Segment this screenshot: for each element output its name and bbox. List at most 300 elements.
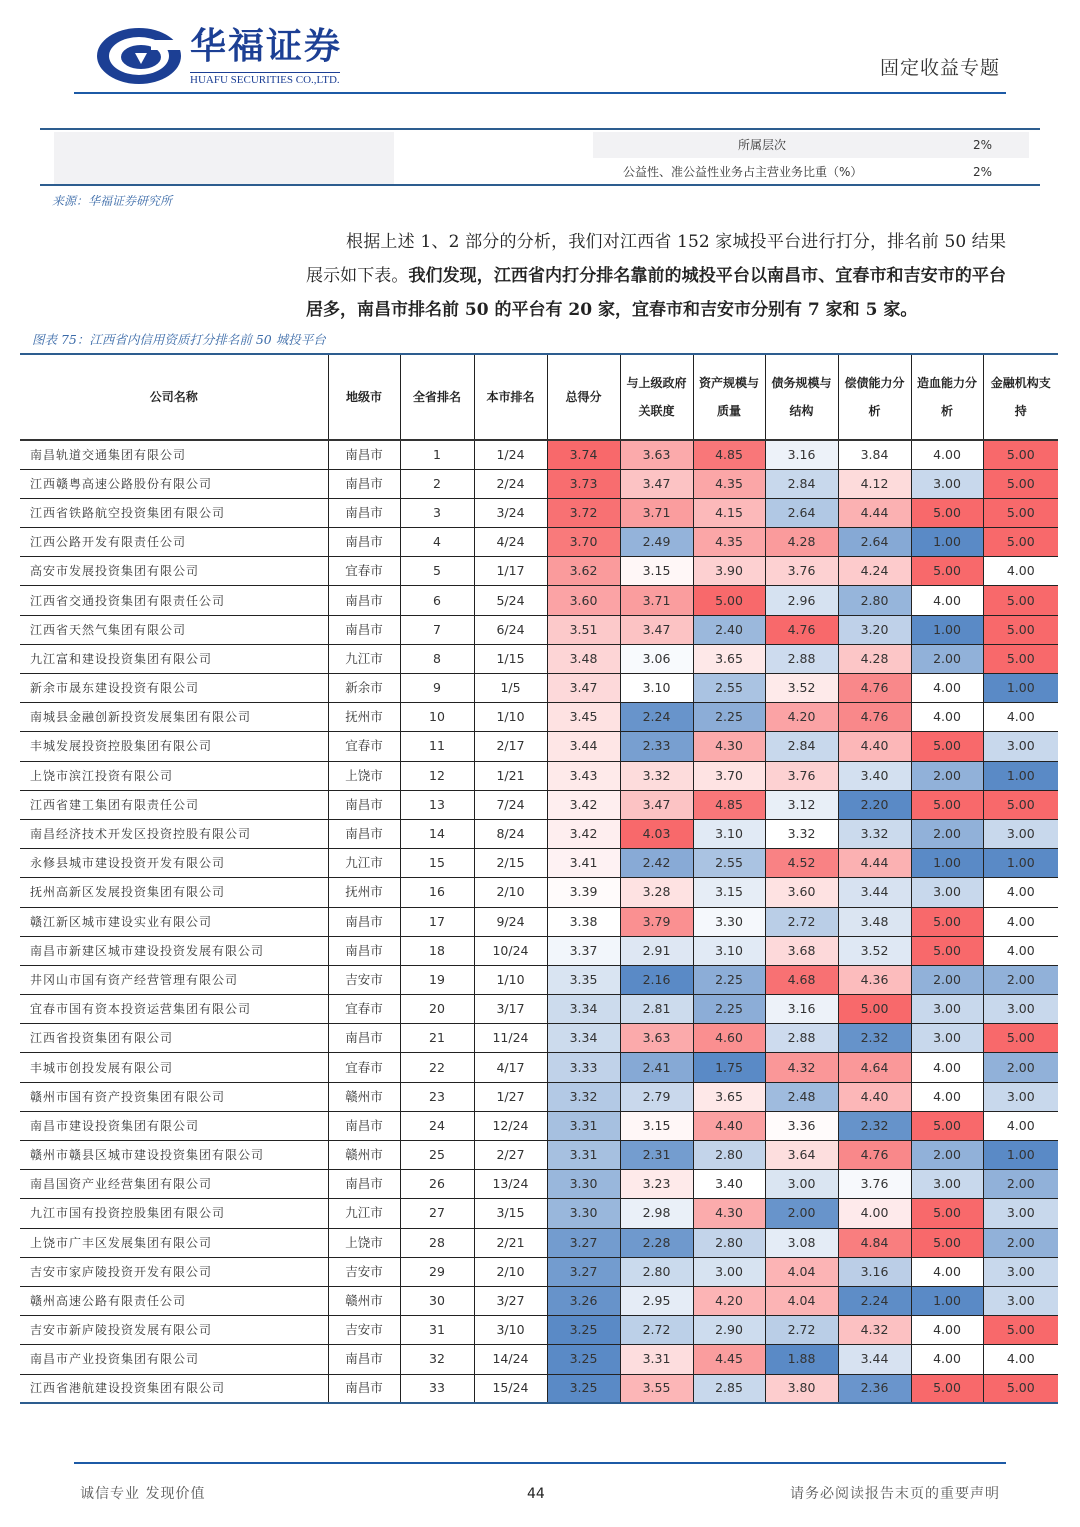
score-cell: 3.31 — [620, 1345, 693, 1374]
score-cell: 3.38 — [547, 907, 620, 936]
score-cell: 3.00 — [983, 1199, 1058, 1228]
score-cell: 4.20 — [765, 703, 838, 732]
table-row — [20, 1111, 1058, 1140]
footer-slogan: 诚信专业 发现价值 — [80, 1486, 206, 1502]
table-row — [20, 644, 1058, 673]
rank-cell: 10 — [400, 703, 474, 732]
score-cell: 2.64 — [838, 528, 911, 557]
rank-cell: 5/24 — [474, 586, 547, 615]
column-header: 总得分 — [547, 354, 620, 440]
rank-cell: 4 — [400, 528, 474, 557]
score-cell: 2.25 — [693, 995, 765, 1024]
score-cell: 3.25 — [547, 1316, 620, 1345]
score-cell: 3.31 — [547, 1111, 620, 1140]
score-cell: 4.00 — [983, 1111, 1058, 1140]
company-name-cell: 吉安市新庐陵投资发展有限公司 — [20, 1316, 328, 1345]
city-cell: 南昌市 — [328, 1374, 400, 1403]
score-cell: 3.00 — [983, 1286, 1058, 1315]
score-cell: 5.00 — [983, 1316, 1058, 1345]
table-row — [20, 849, 1058, 878]
rank-cell: 23 — [400, 1082, 474, 1111]
prev-row — [593, 132, 1029, 158]
rank-cell: 14/24 — [474, 1345, 547, 1374]
rank-cell: 9/24 — [474, 907, 547, 936]
score-cell: 2.00 — [983, 1228, 1058, 1257]
city-cell: 赣州市 — [328, 1141, 400, 1170]
rank-cell: 3 — [400, 498, 474, 527]
page-number: 44 — [527, 1486, 545, 1502]
score-cell: 4.32 — [765, 1053, 838, 1082]
rank-cell: 1/17 — [474, 557, 547, 586]
score-cell: 3.80 — [765, 1374, 838, 1403]
score-cell: 4.40 — [838, 732, 911, 761]
column-header: 与上级政府关联度 — [620, 354, 693, 440]
score-cell: 2.25 — [693, 965, 765, 994]
score-cell: 4.00 — [911, 1082, 983, 1111]
score-cell: 4.00 — [983, 907, 1058, 936]
city-cell: 南昌市 — [328, 528, 400, 557]
logo-text: 华福证券 — [190, 25, 343, 67]
score-cell: 2.48 — [765, 1082, 838, 1111]
rank-cell: 13/24 — [474, 1170, 547, 1199]
score-cell: 3.10 — [693, 819, 765, 848]
rank-cell: 30 — [400, 1286, 474, 1315]
score-cell: 4.76 — [838, 703, 911, 732]
score-cell: 2.80 — [693, 1228, 765, 1257]
rank-cell: 18 — [400, 936, 474, 965]
rank-cell: 1/15 — [474, 644, 547, 673]
score-cell: 3.30 — [547, 1170, 620, 1199]
city-cell: 九江市 — [328, 849, 400, 878]
table-row — [20, 1374, 1058, 1403]
score-cell: 2.20 — [838, 790, 911, 819]
rank-cell: 1/21 — [474, 761, 547, 790]
rank-cell: 15 — [400, 849, 474, 878]
city-cell: 南昌市 — [328, 615, 400, 644]
score-cell: 3.08 — [765, 1228, 838, 1257]
score-cell: 3.32 — [838, 819, 911, 848]
score-cell: 5.00 — [983, 498, 1058, 527]
logo-subtext: HUAFU SECURITIES CO.,LTD. — [190, 74, 340, 86]
score-cell: 3.10 — [693, 936, 765, 965]
score-cell: 3.44 — [838, 878, 911, 907]
rank-cell: 1/27 — [474, 1082, 547, 1111]
score-cell: 2.00 — [911, 1141, 983, 1170]
company-name-cell: 南昌国资产业经营集团有限公司 — [20, 1170, 328, 1199]
prev-label: 公益性、准公益性业务占主营业务比重（%） — [623, 165, 863, 179]
score-cell: 4.40 — [693, 1111, 765, 1140]
score-cell: 2.00 — [911, 819, 983, 848]
score-cell: 3.48 — [838, 907, 911, 936]
table-row — [20, 965, 1058, 994]
score-cell: 4.04 — [765, 1257, 838, 1286]
score-cell: 4.44 — [838, 498, 911, 527]
score-cell: 3.16 — [838, 1257, 911, 1286]
company-name-cell: 江西省建工集团有限责任公司 — [20, 790, 328, 819]
content-flow — [0, 225, 1080, 1404]
rank-cell: 3/17 — [474, 995, 547, 1024]
score-cell: 4.28 — [838, 644, 911, 673]
company-name-cell: 宜春市国有资本投资运营集团有限公司 — [20, 995, 328, 1024]
score-cell: 2.36 — [838, 1374, 911, 1403]
score-cell: 4.00 — [911, 440, 983, 469]
body-paragraph — [306, 225, 1006, 327]
company-name-cell: 江西赣粤高速公路股份有限公司 — [20, 469, 328, 498]
score-cell: 3.72 — [547, 498, 620, 527]
rank-cell: 3/15 — [474, 1199, 547, 1228]
score-cell: 3.15 — [620, 557, 693, 586]
rank-cell: 1 — [400, 440, 474, 469]
rank-cell: 11/24 — [474, 1024, 547, 1053]
score-cell: 2.72 — [765, 1316, 838, 1345]
rank-cell: 11 — [400, 732, 474, 761]
city-cell: 宜春市 — [328, 995, 400, 1024]
company-name-cell: 新余市晟东建设投资有限公司 — [20, 674, 328, 703]
score-cell: 5.00 — [911, 1111, 983, 1140]
score-cell: 3.26 — [547, 1286, 620, 1315]
rank-cell: 7 — [400, 615, 474, 644]
score-cell: 2.55 — [693, 674, 765, 703]
score-cell: 3.40 — [838, 761, 911, 790]
rank-cell: 2 — [400, 469, 474, 498]
score-cell: 3.43 — [547, 761, 620, 790]
score-cell: 2.88 — [765, 644, 838, 673]
score-cell: 2.85 — [693, 1374, 765, 1403]
rank-cell: 12/24 — [474, 1111, 547, 1140]
paragraph-bold-text: 我们发现，江西省内打分排名靠前的城投平台以南昌市、宜春市和吉安市的平台居多，南昌市排名前 50 的平台有 20 家，宜春市和吉安市分别有 7 家和 5 家。 — [306, 266, 1007, 320]
prev-value: 2% — [973, 138, 993, 152]
score-cell: 4.04 — [765, 1286, 838, 1315]
column-header: 债务规模与结构 — [765, 354, 838, 440]
score-cell: 2.72 — [765, 907, 838, 936]
score-cell: 3.52 — [838, 936, 911, 965]
rank-cell: 15/24 — [474, 1374, 547, 1403]
table-row — [20, 1345, 1058, 1374]
score-cell: 4.15 — [693, 498, 765, 527]
company-name-cell: 丰城发展投资控股集团有限公司 — [20, 732, 328, 761]
score-cell: 4.35 — [693, 528, 765, 557]
score-cell: 2.33 — [620, 732, 693, 761]
city-cell: 南昌市 — [328, 498, 400, 527]
score-cell: 5.00 — [983, 644, 1058, 673]
score-cell: 2.00 — [983, 1053, 1058, 1082]
company-name-cell: 江西省天然气集团有限公司 — [20, 615, 328, 644]
rank-cell: 26 — [400, 1170, 474, 1199]
table-row — [20, 674, 1058, 703]
rank-cell: 19 — [400, 965, 474, 994]
company-name-cell: 南城县金融创新投资发展集团有限公司 — [20, 703, 328, 732]
company-name-cell: 抚州高新区发展投资集团有限公司 — [20, 878, 328, 907]
company-name-cell: 赣江新区城市建设实业有限公司 — [20, 907, 328, 936]
table-caption: 图表 75：江西省内信用资质打分排名前 50 城投平台 — [32, 332, 326, 347]
score-cell: 1.00 — [983, 674, 1058, 703]
score-cell: 1.00 — [911, 615, 983, 644]
score-cell: 3.65 — [693, 644, 765, 673]
score-cell: 4.24 — [838, 557, 911, 586]
score-cell: 2.80 — [693, 1141, 765, 1170]
company-name-cell: 江西公路开发有限责任公司 — [20, 528, 328, 557]
rank-cell: 25 — [400, 1141, 474, 1170]
column-header: 公司名称 — [20, 354, 328, 440]
score-cell: 3.30 — [693, 907, 765, 936]
score-cell: 3.15 — [620, 1111, 693, 1140]
score-cell: 3.27 — [547, 1257, 620, 1286]
city-cell: 南昌市 — [328, 819, 400, 848]
score-cell: 4.28 — [765, 528, 838, 557]
score-cell: 3.76 — [765, 557, 838, 586]
score-cell: 3.64 — [765, 1141, 838, 1170]
score-cell: 2.91 — [620, 936, 693, 965]
score-cell: 2.84 — [765, 732, 838, 761]
score-cell: 2.32 — [838, 1111, 911, 1140]
table-row — [20, 819, 1058, 848]
company-name-cell: 赣州高速公路有限责任公司 — [20, 1286, 328, 1315]
rank-cell: 2/24 — [474, 469, 547, 498]
score-cell: 4.76 — [838, 674, 911, 703]
rank-cell: 12 — [400, 761, 474, 790]
rank-cell: 4/24 — [474, 528, 547, 557]
score-cell: 3.76 — [765, 761, 838, 790]
score-cell: 3.47 — [620, 790, 693, 819]
score-cell: 3.84 — [838, 440, 911, 469]
score-cell: 3.32 — [620, 761, 693, 790]
score-cell: 2.00 — [983, 965, 1058, 994]
table-row — [20, 1257, 1058, 1286]
company-name-cell: 高安市发展投资集团有限公司 — [20, 557, 328, 586]
logo-mark-icon — [95, 26, 183, 86]
column-header: 全省排名 — [400, 354, 474, 440]
score-cell: 3.65 — [693, 1082, 765, 1111]
score-cell: 4.03 — [620, 819, 693, 848]
city-cell: 南昌市 — [328, 1345, 400, 1374]
score-cell: 3.74 — [547, 440, 620, 469]
score-cell: 3.16 — [765, 440, 838, 469]
score-cell: 3.25 — [547, 1345, 620, 1374]
score-cell: 5.00 — [838, 995, 911, 1024]
score-cell: 5.00 — [693, 586, 765, 615]
score-cell: 5.00 — [983, 469, 1058, 498]
score-cell: 2.00 — [911, 761, 983, 790]
score-cell: 3.68 — [765, 936, 838, 965]
score-cell: 5.00 — [983, 586, 1058, 615]
company-name-cell: 上饶市滨江投资有限公司 — [20, 761, 328, 790]
score-cell: 2.96 — [765, 586, 838, 615]
rank-cell: 13 — [400, 790, 474, 819]
table-row — [20, 995, 1058, 1024]
header-divider — [74, 92, 1006, 94]
column-header: 偿债能力分析 — [838, 354, 911, 440]
rank-cell: 2/10 — [474, 1257, 547, 1286]
score-cell: 3.71 — [620, 586, 693, 615]
score-cell: 1.00 — [983, 849, 1058, 878]
score-cell: 3.52 — [765, 674, 838, 703]
score-cell: 4.76 — [765, 615, 838, 644]
rank-cell: 8 — [400, 644, 474, 673]
rank-cell: 9 — [400, 674, 474, 703]
score-cell: 3.36 — [765, 1111, 838, 1140]
section-title: 固定收益专题 — [879, 57, 1000, 79]
score-cell: 1.00 — [911, 528, 983, 557]
score-cell: 2.98 — [620, 1199, 693, 1228]
score-cell: 3.00 — [983, 995, 1058, 1024]
company-name-cell: 上饶市广丰区发展集团有限公司 — [20, 1228, 328, 1257]
score-cell: 3.90 — [693, 557, 765, 586]
table-row — [20, 703, 1058, 732]
city-cell: 宜春市 — [328, 732, 400, 761]
column-header: 地级市 — [328, 354, 400, 440]
city-cell: 赣州市 — [328, 1082, 400, 1111]
score-cell: 4.35 — [693, 469, 765, 498]
score-cell: 3.32 — [765, 819, 838, 848]
score-cell: 5.00 — [983, 790, 1058, 819]
score-cell: 2.24 — [620, 703, 693, 732]
rank-cell: 2/15 — [474, 849, 547, 878]
score-cell: 4.85 — [693, 440, 765, 469]
table-row — [20, 732, 1058, 761]
score-cell: 2.00 — [765, 1199, 838, 1228]
score-cell: 5.00 — [983, 1374, 1058, 1403]
rank-cell: 6 — [400, 586, 474, 615]
score-cell: 3.45 — [547, 703, 620, 732]
rank-cell: 1/24 — [474, 440, 547, 469]
table-row — [20, 790, 1058, 819]
score-cell: 3.51 — [547, 615, 620, 644]
score-cell: 3.34 — [547, 1024, 620, 1053]
table-row — [20, 878, 1058, 907]
score-cell: 4.84 — [838, 1228, 911, 1257]
score-cell: 3.06 — [620, 644, 693, 673]
rank-cell: 27 — [400, 1199, 474, 1228]
score-cell: 3.40 — [693, 1170, 765, 1199]
city-cell: 宜春市 — [328, 1053, 400, 1082]
score-cell: 5.00 — [983, 528, 1058, 557]
table-row — [20, 1199, 1058, 1228]
city-cell: 上饶市 — [328, 761, 400, 790]
score-cell: 4.00 — [983, 557, 1058, 586]
company-name-cell: 九江市国有投资控股集团有限公司 — [20, 1199, 328, 1228]
score-cell: 3.48 — [547, 644, 620, 673]
rank-cell: 3/27 — [474, 1286, 547, 1315]
score-cell: 1.88 — [765, 1345, 838, 1374]
score-cell: 5.00 — [911, 498, 983, 527]
score-cell: 3.31 — [547, 1141, 620, 1170]
score-cell: 4.60 — [693, 1024, 765, 1053]
score-cell: 4.30 — [693, 1199, 765, 1228]
table-row — [20, 498, 1058, 527]
score-cell: 3.63 — [620, 1024, 693, 1053]
ranking-table — [20, 353, 1058, 1404]
table-row — [20, 907, 1058, 936]
table-row — [20, 1228, 1058, 1257]
score-cell: 3.35 — [547, 965, 620, 994]
score-cell: 5.00 — [911, 1374, 983, 1403]
score-cell: 3.42 — [547, 790, 620, 819]
company-name-cell: 井冈山市国有资产经营管理有限公司 — [20, 965, 328, 994]
score-cell: 4.00 — [983, 1345, 1058, 1374]
score-cell: 3.41 — [547, 849, 620, 878]
table-row — [20, 1082, 1058, 1111]
score-cell: 3.60 — [765, 878, 838, 907]
company-name-cell: 永修县城市建设投资开发有限公司 — [20, 849, 328, 878]
company-name-cell: 南昌经济技术开发区投资控股有限公司 — [20, 819, 328, 848]
score-cell: 5.00 — [911, 557, 983, 586]
score-cell: 3.27 — [547, 1228, 620, 1257]
score-cell: 2.72 — [620, 1316, 693, 1345]
score-cell: 5.00 — [983, 440, 1058, 469]
rank-cell: 4/17 — [474, 1053, 547, 1082]
company-logo — [95, 26, 365, 88]
score-cell: 4.00 — [983, 936, 1058, 965]
table-row — [20, 440, 1058, 469]
score-cell: 5.00 — [983, 615, 1058, 644]
table-row — [20, 1316, 1058, 1345]
city-cell: 南昌市 — [328, 936, 400, 965]
column-header: 金融机构支持 — [983, 354, 1058, 440]
score-cell: 3.37 — [547, 936, 620, 965]
rank-cell: 1/10 — [474, 965, 547, 994]
score-cell: 2.41 — [620, 1053, 693, 1082]
rank-cell: 29 — [400, 1257, 474, 1286]
rank-cell: 3/24 — [474, 498, 547, 527]
company-name-cell: 江西省投资集团有限公司 — [20, 1024, 328, 1053]
city-cell: 南昌市 — [328, 907, 400, 936]
score-cell: 3.00 — [911, 1170, 983, 1199]
score-cell: 3.71 — [620, 498, 693, 527]
score-cell: 3.34 — [547, 995, 620, 1024]
score-cell: 3.10 — [620, 674, 693, 703]
score-cell: 4.00 — [838, 1199, 911, 1228]
score-cell: 3.20 — [838, 615, 911, 644]
score-cell: 2.40 — [693, 615, 765, 644]
score-cell: 3.79 — [620, 907, 693, 936]
source-note: 来源：华福证券研究所 — [52, 194, 173, 208]
score-cell: 3.00 — [983, 1082, 1058, 1111]
city-cell: 赣州市 — [328, 1286, 400, 1315]
score-cell: 4.68 — [765, 965, 838, 994]
score-cell: 2.81 — [620, 995, 693, 1024]
score-cell: 3.47 — [620, 469, 693, 498]
score-cell: 3.73 — [547, 469, 620, 498]
score-cell: 3.30 — [547, 1199, 620, 1228]
rank-cell: 14 — [400, 819, 474, 848]
rank-cell: 21 — [400, 1024, 474, 1053]
score-cell: 2.16 — [620, 965, 693, 994]
city-cell: 吉安市 — [328, 965, 400, 994]
score-cell: 3.33 — [547, 1053, 620, 1082]
score-cell: 2.80 — [838, 586, 911, 615]
score-cell: 4.00 — [911, 1345, 983, 1374]
score-cell: 3.00 — [983, 1257, 1058, 1286]
score-cell: 2.95 — [620, 1286, 693, 1315]
rank-cell: 16 — [400, 878, 474, 907]
score-cell: 5.00 — [911, 1228, 983, 1257]
rank-cell: 3/10 — [474, 1316, 547, 1345]
table-row — [20, 936, 1058, 965]
score-cell: 4.00 — [911, 1053, 983, 1082]
prev-value: 2% — [973, 165, 993, 179]
score-cell: 4.76 — [838, 1141, 911, 1170]
company-name-cell: 江西省港航建设投资集团有限公司 — [20, 1374, 328, 1403]
company-name-cell: 丰城市创投发展有限公司 — [20, 1053, 328, 1082]
city-cell: 南昌市 — [328, 790, 400, 819]
score-cell: 3.63 — [620, 440, 693, 469]
rank-cell: 20 — [400, 995, 474, 1024]
score-cell: 3.42 — [547, 819, 620, 848]
city-cell: 南昌市 — [328, 586, 400, 615]
table-row — [20, 1170, 1058, 1199]
score-cell: 3.76 — [838, 1170, 911, 1199]
score-cell: 2.64 — [765, 498, 838, 527]
